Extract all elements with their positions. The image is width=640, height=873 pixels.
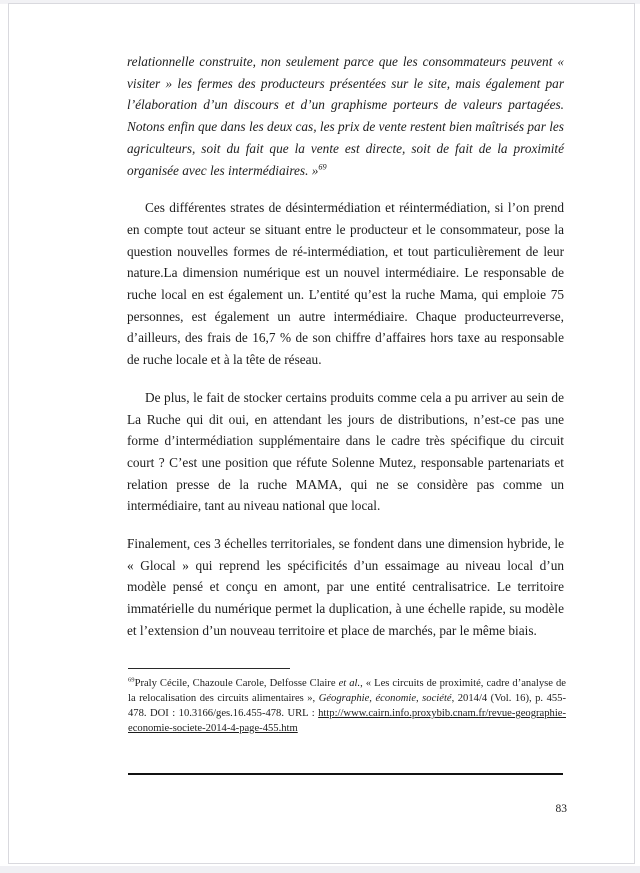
text-run: Finalement, ces 3 échelles territoriales, se fondent dans une dimension hybride, le « Glocal » qui reprend les spécificités d’un essaimage au niveau local d’un modèle pensé et conçu en amont, par une entité centralisatrice. Le territoire immatérielle du numérique permet la duplication, à une échelle rapide, su modèle et l’extension d’un nouveau territoire et place de marchés, par le même biais. xyxy=(127,536,564,638)
footer-rule-line xyxy=(128,773,563,775)
footnote-separator-line xyxy=(128,668,290,669)
text-run: Ces différentes strates de désintermédiation et réintermédiation, si l’on prend en compte tout acteur se situant entre le producteur et le consommateur, pose la question nouvelles formes de ré-intermédiation, et tout particulièrement de leur nature.La dimension numérique est un nouvel intermédiaire. Le responsable de ruche local en est également un. L’entité qu’est la ruche Mama, qui emploie 75 personnes, est également un autre intermédiaire. Chaque producteurreverse, d’ailleurs, des frais de 16,7 % de son chiffre d’affaires hors taxe au responsable de ruche locale et à la tête de réseau. xyxy=(127,200,564,368)
body-paragraph xyxy=(127,533,564,642)
page-body-text xyxy=(127,51,564,658)
document-page xyxy=(8,3,635,864)
quote-paragraph xyxy=(127,51,564,181)
page-number: 83 xyxy=(555,803,567,815)
body-paragraph xyxy=(127,197,564,371)
text-run: et al. xyxy=(338,678,361,689)
viewer-bottom-strip xyxy=(0,866,640,873)
footnote-reference-69: 69 xyxy=(318,162,327,172)
footnote xyxy=(128,676,566,736)
text-run: , 2014/4 (Vol. 16), p. 455-478. DOI : 10.3166/ges.16.455-478. URL : xyxy=(128,693,566,719)
text-run: Géographie, économie, société xyxy=(318,693,452,704)
body-paragraph xyxy=(127,387,564,517)
text-run: , « Les circuits de proximité, cadre d’analyse de la relocalisation des circuits alimentaires », xyxy=(128,678,567,704)
footnote-number: 69 xyxy=(128,676,135,684)
footnote-url-link[interactable]: http://www.cairn.info.proxybib.cnam.fr/revue-geographie-economie-societe-2014-4-page-455.htm xyxy=(128,708,566,734)
text-run: De plus, le fait de stocker certains produits comme cela a pu arriver au sein de La Ruche qui dit oui, en attendant les jours de distributions, n’est-ce pas une forme d’intermédiation supplémentaire dans le cadre très spécifique du circuit court ? C’est une position que réfute Solenne Mutez, responsable partenariats et relation presse de la ruche MAMA, qui ne se considère pas comme un intermédiaire, tant au niveau national que local. xyxy=(127,389,564,514)
text-run: relationnelle construite, non seulement parce que les consommateurs peuvent « visiter » les fermes des producteurs présentées sur le site, mais également par l’élaboration d’un discours et d’un graphisme porteurs de valeurs partagées. Notons enfin que dans les deux cas, les prix de vente restent bien maîtrisés par les agriculteurs, soit du fait que la vente est directe, soit de fait de la proximité organisée avec les intermédiaires. » xyxy=(127,54,564,178)
text-run: Praly Cécile, Chazoule Carole, Delfosse Claire xyxy=(134,678,339,689)
